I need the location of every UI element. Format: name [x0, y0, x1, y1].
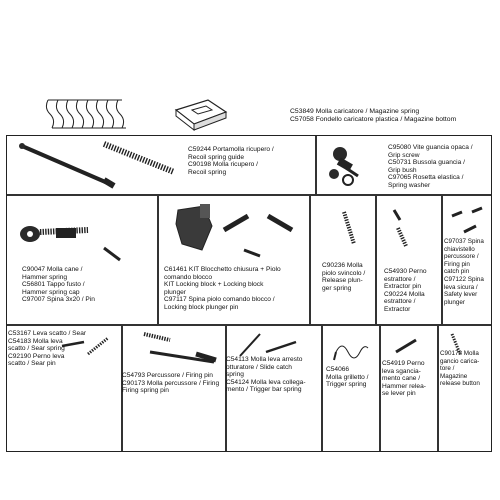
- diagram-frame: [6, 135, 492, 452]
- trigger-spring-label: C54066 Molla grilletto / Trigger spring: [326, 366, 369, 389]
- locking-block-label: C61461 KIT Blocchetto chiusura + Piolo comando blocco KIT Locking block + Locking block plunger C97117 Spina piolo comando blocco / Locking block plunger pin: [164, 266, 281, 311]
- grip-screw-label: C95080 Vite guancia opaca / Grip screw C50731 Bussola guancia / Grip bush C97065 Rosetta elastica / Spring washer: [388, 144, 473, 189]
- extractor-label: C54930 Perno estrattore / Extractor pin C90224 Molla estrattore / Extractor: [384, 268, 427, 313]
- hammer-spring-label: C90047 Molla cane / Hammer spring C56801 Tappo fusto / Hammer spring cap C97007 Spina 3x20 / Pin: [22, 266, 95, 304]
- recoil-spring-label: C59244 Portamolla ricupero / Recoil spring guide C90198 Molla ricupero / Recoil spring: [188, 146, 274, 176]
- slide-catch-label: C54113 Molla leva arresto otturatore / Slide catch spring C54124 Molla leva collega- mento / Trigger bar spring: [226, 356, 306, 394]
- magazine-springs-illustration: [44, 92, 134, 132]
- firing-pin-catch-label: C97037 Spina chiavistello percussore / Firing pin catch pin C97122 Spina leva sicura / Safety lever plunger: [444, 238, 484, 306]
- hammer-release-label: C54919 Perno leva sgancia- mento cane / Hammer relea- se lever pin: [382, 360, 426, 398]
- percussor-label: C54793 Percussore / Firing pin C90173 Molla percussore / Firing Firing spring pin: [122, 372, 220, 395]
- magazine-bottom-illustration: [170, 96, 230, 132]
- magazine-release-label: C90178 Molla gancio carica- tore / Magazine release button: [440, 350, 480, 388]
- release-plunger-label: C90236 Molla piolo svincolo / Release plun- ger spring: [322, 262, 366, 292]
- sear-label: C53167 Leva scatto / Sear C54183 Molla leva scatto / Sear spring C92190 Perno leva scatto / Sear pin: [8, 330, 87, 368]
- magazine-parts-label: C53849 Molla caricatore / Magazine spring C57058 Fondello caricatore plastica / Magazine bottom: [290, 108, 457, 123]
